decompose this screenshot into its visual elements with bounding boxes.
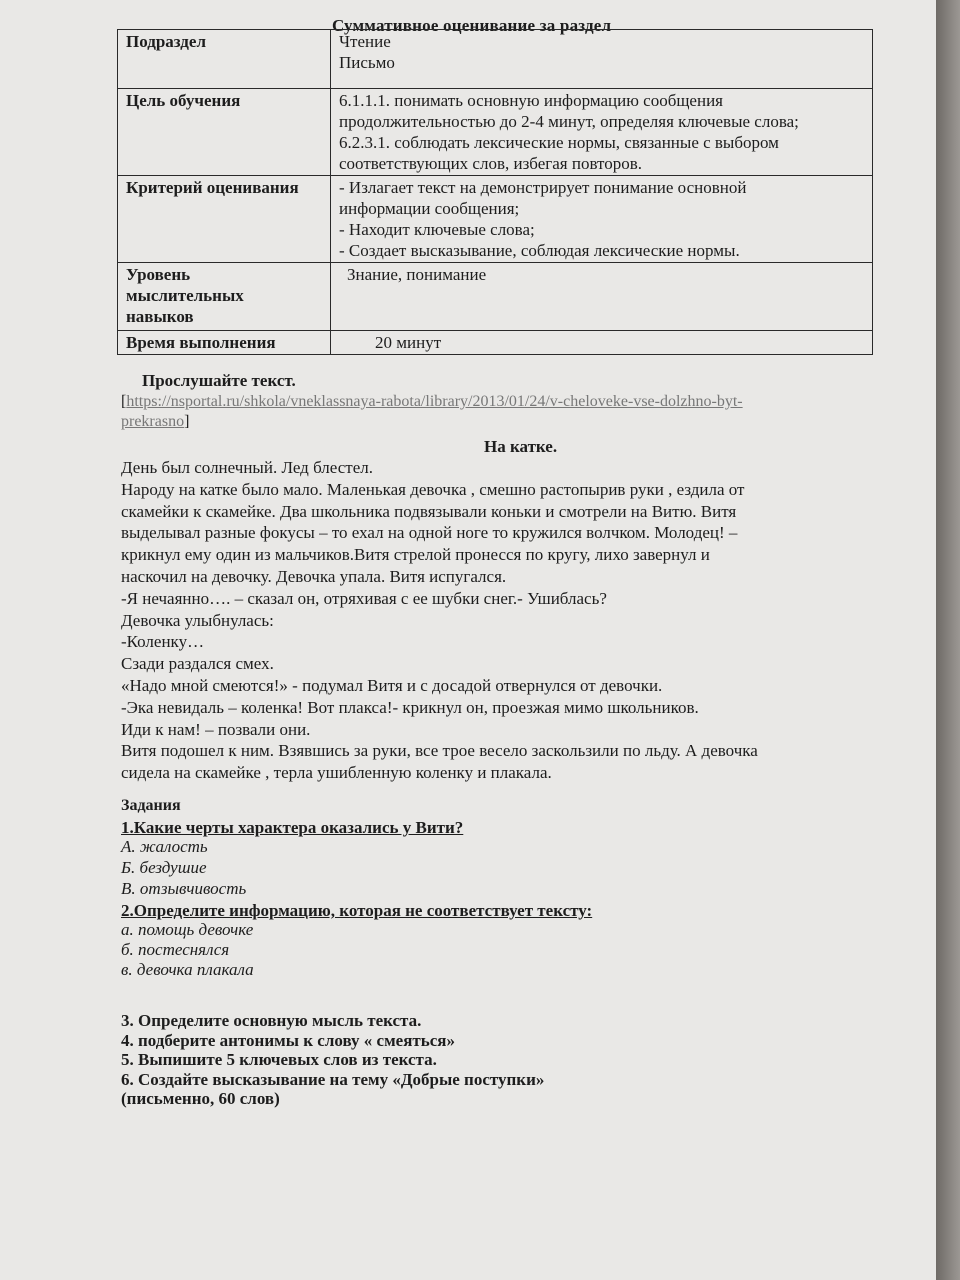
listen-instruction: Прослушайте текст. <box>142 371 296 390</box>
option: а. помощь девочке <box>121 920 254 939</box>
story-line: наскочил на девочку. Девочка упала. Витя испугался. <box>121 566 507 586</box>
story-line: скамейки к скамейке. Два школьника подвязывали коньки и смотрели на Витю. Витя <box>121 501 737 521</box>
time-value: 20 минут <box>331 331 873 355</box>
source-link[interactable]: [https://nsportal.ru/shkola/vneklassnaya-rabota/library/2013/01/24/v-cheloveke-vse-dolzhno-byt- prekrasno] <box>121 393 743 430</box>
question-1: 1.Какие черты характера оказались у Вити? <box>121 818 464 837</box>
story-line: Витя подошел к ним. Взявшись за руки, все трое весело заскользили по льду. А девочка <box>121 741 758 761</box>
goal-label: Цель обучения <box>118 89 331 176</box>
info-table <box>117 29 873 355</box>
story-line: «Надо мной смеются!» - подумал Витя и с досадой отвернулся от девочки. <box>121 675 663 695</box>
page-title: Суммативное оценивание за раздел <box>332 16 612 35</box>
task-item: 3. Определите основную мысль текста. <box>121 1011 422 1030</box>
source-link-text-cont[interactable]: prekrasno <box>121 413 185 430</box>
level-label: Уровень мыслительных навыков <box>118 263 331 331</box>
option: б. постеснялся <box>121 940 230 959</box>
story-line: выделывал разные фокусы – то ехал на одной ноге то кружился волчком. Молодец! – <box>121 523 738 543</box>
task-item: 4. подберите антонимы к слову « смеяться» <box>121 1030 455 1050</box>
option: Б. бездушие <box>121 858 207 877</box>
table-row <box>118 263 873 331</box>
story-title: На катке. <box>484 437 558 456</box>
goal-value: 6.1.1.1. понимать основную информацию сообщения продолжительностью до 2-4 минут, определяя ключевые слова; 6.2.3.1. соблюдать лексические нормы, связанные с выбором соответствующих слов, избегая повторов. <box>331 89 873 176</box>
story-line: -Я нечаянно…. – сказал он, отряхивая с ее шубки снег.- Ушиблась? <box>121 588 607 608</box>
story-line: День был солнечный. Лед блестел. <box>121 458 374 477</box>
option: В. отзывчивость <box>121 879 247 898</box>
time-label: Время выполнения <box>118 331 331 355</box>
option: в. девочка плакала <box>121 960 254 979</box>
table-row <box>118 30 873 89</box>
story-line: сидела на скамейке , терла ушибленную коленку и плакала. <box>121 763 552 783</box>
story-line: Девочка улыбнулась: <box>121 610 274 630</box>
question-2-options <box>121 920 254 980</box>
question-1-options <box>121 836 246 899</box>
task-item: 6. Создайте высказывание на тему «Добрые поступки» <box>121 1069 545 1089</box>
story-line: крикнул ему один из мальчиков.Витя стрелой пронесся по кругу, лихо завернул и <box>121 545 710 565</box>
table-row <box>118 331 873 355</box>
table-row <box>118 89 873 176</box>
subsection-value: Чтение Письмо <box>331 30 873 89</box>
task-item: 5. Выпишите 5 ключевых слов из текста. <box>121 1050 437 1069</box>
table-row <box>118 176 873 263</box>
subsection-label: Подраздел <box>118 30 331 89</box>
tasks-heading: Задания <box>121 797 181 814</box>
story-line: Иди к нам! – позвали они. <box>121 719 311 739</box>
task-item: (письменно, 60 слов) <box>121 1089 280 1108</box>
question-2: 2.Определите информацию, которая не соответствует тексту: <box>121 901 593 920</box>
background-edge <box>936 0 960 1280</box>
story-line: -Коленку… <box>121 632 205 652</box>
story-line: -Эка невидаль – коленка! Вот плакса!- крикнул он, проезжая мимо школьников. <box>121 697 699 717</box>
story-line: Сзади раздался смех. <box>121 654 274 674</box>
criteria-value: - Излагает текст на демонстрирует понимание основной информации сообщения; - Находит ключевые слова; - Создает высказывание, соблюдая лексические нормы. <box>331 176 873 263</box>
story-line: Народу на катке было мало. Маленькая девочка , смешно растопырив руки , ездила от <box>121 479 745 499</box>
level-value: Знание, понимание <box>331 263 873 331</box>
source-link-text[interactable]: https://nsportal.ru/shkola/vneklassnaya-rabota/library/2013/01/24/v-cheloveke-vse-dolzhno-byt- <box>126 393 743 410</box>
remaining-tasks <box>121 1011 544 1109</box>
option: А. жалость <box>121 837 208 856</box>
story-text <box>121 457 758 784</box>
criteria-label: Критерий оценивания <box>118 176 331 263</box>
